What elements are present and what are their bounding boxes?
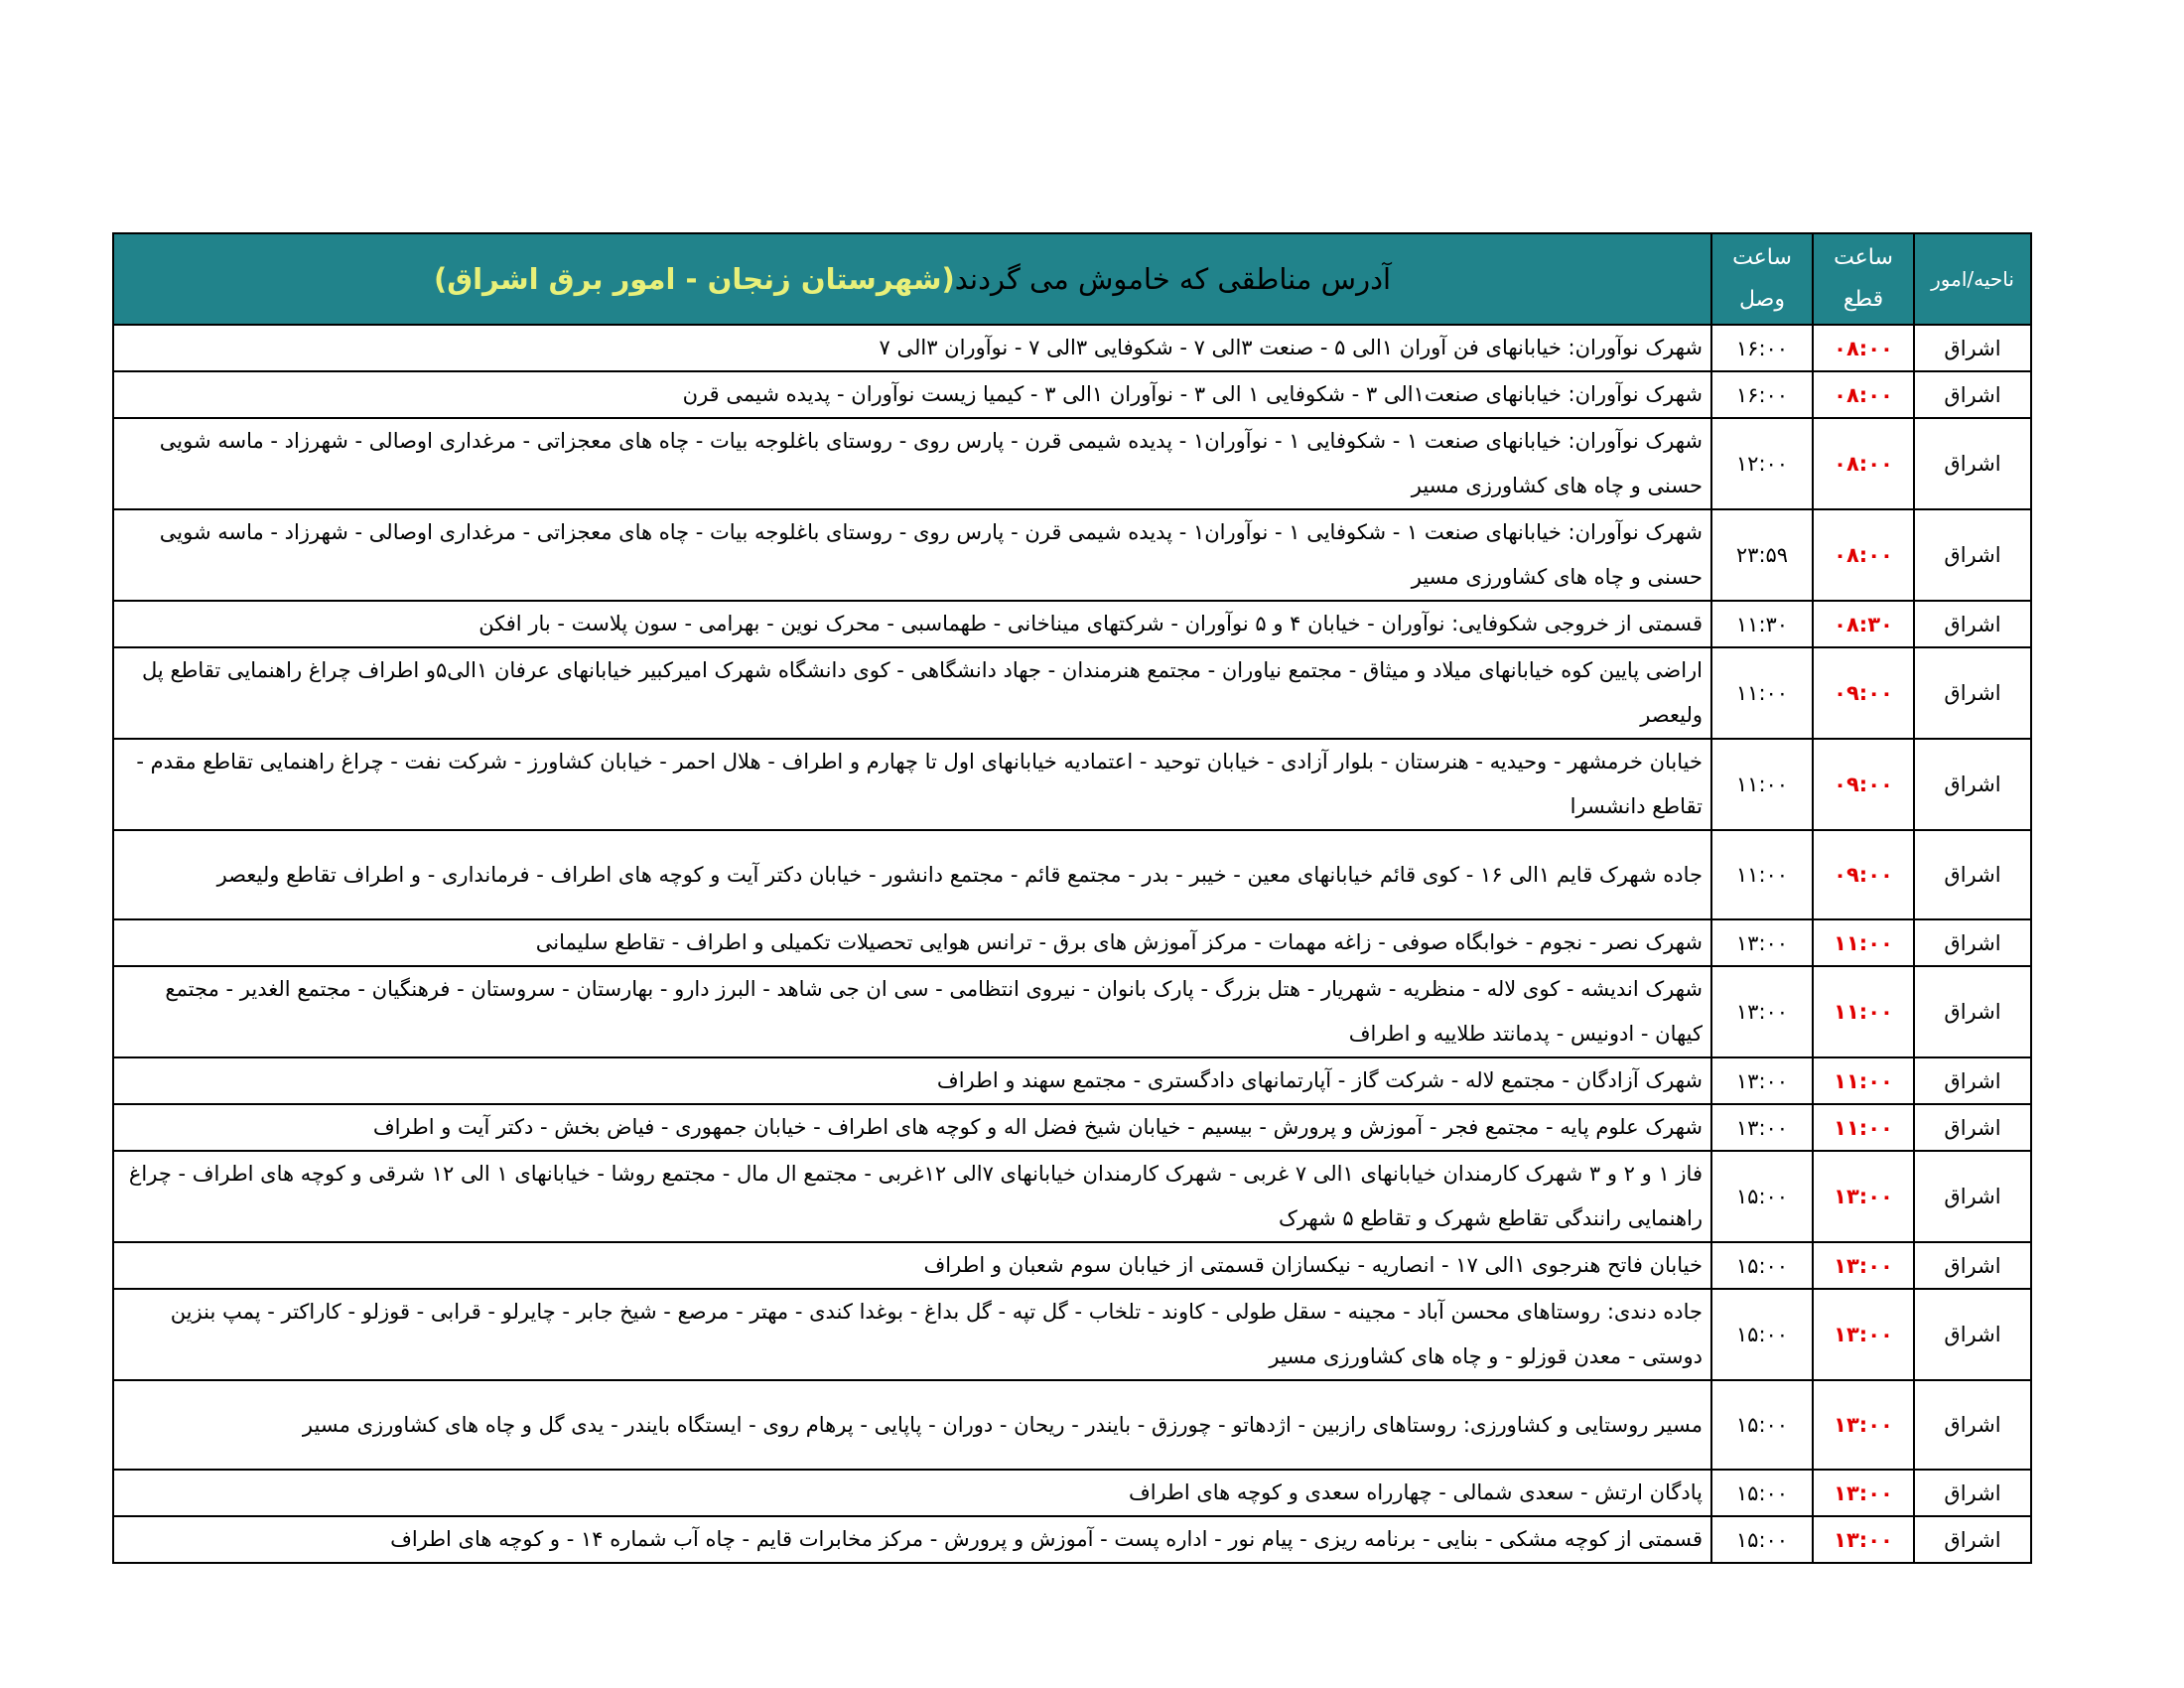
area-cell: اشراق xyxy=(1914,1516,2031,1563)
restore-time-cell: ۱۶:۰۰ xyxy=(1711,325,1813,371)
address-cell: شهرک علوم پایه - مجتمع فجر - آموزش و پرورش - بیسیم - خیابان شیخ فضل اله و کوچه های اطراف - خیابان جمهوری - فیاض بخش - دکتر آیت و اطراف xyxy=(113,1104,1711,1151)
table-row xyxy=(113,1470,2031,1516)
restore-time-cell: ۱۵:۰۰ xyxy=(1711,1470,1813,1516)
address-cell: شهرک نوآوران: خیابانهای فن آوران ۱الی ۵ - صنعت ۳الی ۷ - شکوفایی ۳الی ۷ - نوآوران ۳الی ۷ xyxy=(113,325,1711,371)
address-cell: جاده شهرک قایم ۱الی ۱۶ - کوی قائم خیابانهای معین - خیبر - بدر - مجتمع قائم - مجتمع دانشور - خیابان دکتر آیت و کوچه های اطراف - فرمانداری - و اطراف تقاطع ولیعصر xyxy=(113,830,1711,919)
area-cell: اشراق xyxy=(1914,509,2031,601)
address-cell: شهرک اندیشه - کوی لاله - منظریه - شهریار - هتل بزرگ - پارک بانوان - نیروی انتظامی - سی ان جی شاهد - البرز دارو - بهارستان - سروستان - فرهنگیان - مجتمع الغدیر - مجتمع کیهان - ادونیس - پدمانتد طلاییه و اطراف xyxy=(113,966,1711,1057)
address-cell: شهرک نصر - نجوم - خوابگاه صوفی - زاغه مهمات - مرکز آموزش های برق - ترانس هوایی تحصیلات تکمیلی و اطراف - تقاطع سلیمانی xyxy=(113,919,1711,966)
table-row xyxy=(113,647,2031,739)
restore-time-cell: ۱۳:۰۰ xyxy=(1711,1057,1813,1104)
title-highlight: (شهرستان زنجان - امور برق اشراق) xyxy=(433,262,955,296)
table-row xyxy=(113,1151,2031,1242)
area-cell: اشراق xyxy=(1914,418,2031,509)
header-on-line2: وصل xyxy=(1739,287,1785,312)
cut-time-cell: ۰۹:۰۰ xyxy=(1813,739,1914,830)
table-row xyxy=(113,509,2031,601)
cut-time-cell: ۰۸:۰۰ xyxy=(1813,509,1914,601)
restore-time-cell: ۲۳:۵۹ xyxy=(1711,509,1813,601)
header-on-line1: ساعت xyxy=(1732,245,1792,270)
header-cut-time xyxy=(1813,233,1914,325)
address-cell: جاده دندی: روستاهای محسن آباد - مجینه - سقل طولی - کاوند - تلخاب - گل تپه - گل بداغ - بوغدا کندی - مهتر - مرصع - شیخ جابر - چایرلو - قرابی - قوزلو - کاراکتر - پمپ بنزین دوستی - معدن قوزلو - و چاه های کشاورزی مسیر xyxy=(113,1289,1711,1380)
cut-time-cell: ۱۳:۰۰ xyxy=(1813,1289,1914,1380)
restore-time-cell: ۱۳:۰۰ xyxy=(1711,919,1813,966)
restore-time-cell: ۱۵:۰۰ xyxy=(1711,1516,1813,1563)
area-cell: اشراق xyxy=(1914,739,2031,830)
cut-time-cell: ۱۱:۰۰ xyxy=(1813,966,1914,1057)
header-cut-line1: ساعت xyxy=(1834,245,1893,270)
address-cell: قسمتی از خروجی شکوفایی: نوآوران - خیابان ۴ و ۵ نوآوران - شرکتهای میناخانی - طهماسبی - محرک نوین - بهرامی - سون پلاست - بار افکن xyxy=(113,601,1711,647)
restore-time-cell: ۱۵:۰۰ xyxy=(1711,1151,1813,1242)
table-row xyxy=(113,371,2031,418)
restore-time-cell: ۱۳:۰۰ xyxy=(1711,966,1813,1057)
title-prefix: آدرس مناطقی که خاموش می گردند xyxy=(954,262,1392,296)
area-cell: اشراق xyxy=(1914,1289,2031,1380)
address-cell: خیابان فاتح هنرجوی ۱الی ۱۷ - انصاریه - نیکسازان قسمتی از خیابان سوم شعبان و اطراف xyxy=(113,1242,1711,1289)
address-cell: پادگان ارتش - سعدی شمالی - چهارراه سعدی و کوچه های اطراف xyxy=(113,1470,1711,1516)
address-cell: مسیر روستایی و کشاورزی: روستاهای رازبین - اژدهاتو - چورزق - بایندر - ریحان - دوران - پاپایی - پرهام روی - ایستگاه بایندر - یدی گل و چاه های کشاورزی مسیر xyxy=(113,1380,1711,1470)
cut-time-cell: ۰۹:۰۰ xyxy=(1813,830,1914,919)
area-cell: اشراق xyxy=(1914,601,2031,647)
outage-table xyxy=(112,232,2032,1564)
table-row xyxy=(113,325,2031,371)
restore-time-cell: ۱۵:۰۰ xyxy=(1711,1242,1813,1289)
address-cell: شهرک نوآوران: خیابانهای صنعت ۱ - شکوفایی ۱ - نوآوران۱ - پدیده شیمی قرن - پارس روی - روستای باغلوجه بیات - چاه های معجزاتی - مرغداری اوصالی - شهرزاد - ماسه شویی حسنی و چاه های کشاورزی مسیر xyxy=(113,418,1711,509)
table-row xyxy=(113,830,2031,919)
table-row xyxy=(113,1104,2031,1151)
cut-time-cell: ۱۱:۰۰ xyxy=(1813,1104,1914,1151)
area-cell: اشراق xyxy=(1914,1104,2031,1151)
cut-time-cell: ۰۸:۰۰ xyxy=(1813,371,1914,418)
address-cell: فاز ۱ و ۲ و ۳ شهرک کارمندان خیابانهای ۱الی ۷ غربی - شهرک کارمندان خیابانهای ۷الی ۱۲غربی - مجتمع ال مال - مجتمع روشا - خیابانهای ۱ الی ۱۲ شرقی و کوچه های اطراف - چراغ راهنمایی رانندگی تقاطع شهرک و تقاطع ۵ شهرک xyxy=(113,1151,1711,1242)
restore-time-cell: ۱۱:۰۰ xyxy=(1711,830,1813,919)
restore-time-cell: ۱۵:۰۰ xyxy=(1711,1289,1813,1380)
address-cell: خیابان خرمشهر - وحیدیه - هنرستان - بلوار آزادی - خیابان توحید - اعتمادیه خیابانهای اول تا چهارم و اطراف - هلال احمر - خیابان کشاورز - شرکت نفت - چراغ راهنمایی تقاطع مقدم - تقاطع دانشسرا xyxy=(113,739,1711,830)
restore-time-cell: ۱۲:۰۰ xyxy=(1711,418,1813,509)
cut-time-cell: ۱۱:۰۰ xyxy=(1813,919,1914,966)
address-cell: شهرک نوآوران: خیابانهای صنعت ۱ - شکوفایی ۱ - نوآوران۱ - پدیده شیمی قرن - پارس روی - روستای باغلوجه بیات - چاه های معجزاتی - مرغداری اوصالی - شهرزاد - ماسه شویی حسنی و چاه های کشاورزی مسیر xyxy=(113,509,1711,601)
restore-time-cell: ۱۱:۰۰ xyxy=(1711,647,1813,739)
cut-time-cell: ۰۸:۰۰ xyxy=(1813,325,1914,371)
area-cell: اشراق xyxy=(1914,1151,2031,1242)
area-cell: اشراق xyxy=(1914,1380,2031,1470)
cut-time-cell: ۱۱:۰۰ xyxy=(1813,1057,1914,1104)
cut-time-cell: ۰۸:۰۰ xyxy=(1813,418,1914,509)
header-row xyxy=(113,233,2031,325)
table-row xyxy=(113,1242,2031,1289)
restore-time-cell: ۱۳:۰۰ xyxy=(1711,1104,1813,1151)
cut-time-cell: ۱۳:۰۰ xyxy=(1813,1242,1914,1289)
table-row xyxy=(113,919,2031,966)
cut-time-cell: ۱۳:۰۰ xyxy=(1813,1380,1914,1470)
area-cell: اشراق xyxy=(1914,966,2031,1057)
header-area: ناحیه/امور xyxy=(1914,233,2031,325)
table-row xyxy=(113,739,2031,830)
cut-time-cell: ۱۳:۰۰ xyxy=(1813,1470,1914,1516)
header-restore-time xyxy=(1711,233,1813,325)
area-cell: اشراق xyxy=(1914,830,2031,919)
area-cell: اشراق xyxy=(1914,325,2031,371)
address-cell: شهرک آزادگان - مجتمع لاله - شرکت گاز - آپارتمانهای دادگستری - مجتمع سهند و اطراف xyxy=(113,1057,1711,1104)
area-cell: اشراق xyxy=(1914,647,2031,739)
table-row xyxy=(113,966,2031,1057)
restore-time-cell: ۱۱:۳۰ xyxy=(1711,601,1813,647)
area-cell: اشراق xyxy=(1914,371,2031,418)
address-cell: شهرک نوآوران: خیابانهای صنعت۱الی ۳ - شکوفایی ۱ الی ۳ - نوآوران ۱الی ۳ - کیمیا زیست نوآوران - پدیده شیمی قرن xyxy=(113,371,1711,418)
table-row xyxy=(113,1380,2031,1470)
restore-time-cell: ۱۱:۰۰ xyxy=(1711,739,1813,830)
table-row xyxy=(113,1289,2031,1380)
table-row xyxy=(113,418,2031,509)
table-row xyxy=(113,1516,2031,1563)
area-cell: اشراق xyxy=(1914,1057,2031,1104)
address-cell: اراضی پایین کوه خیابانهای میلاد و میثاق - مجتمع نیاوران - مجتمع هنرمندان - جهاد دانشگاهی - کوی دانشگاه شهرک امیرکبیر خیابانهای عرفان ۱الی۵و اطراف چراغ راهنمایی تقاطع پل ولیعصر xyxy=(113,647,1711,739)
address-cell: قسمتی از کوچه مشکی - بنایی - برنامه ریزی - پیام نور - اداره پست - آموزش و پرورش - مرکز مخابرات قایم - چاه آب شماره ۱۴ - و کوچه های اطراف xyxy=(113,1516,1711,1563)
cut-time-cell: ۱۳:۰۰ xyxy=(1813,1151,1914,1242)
cut-time-cell: ۰۸:۳۰ xyxy=(1813,601,1914,647)
header-cut-line2: قطع xyxy=(1843,287,1884,312)
cut-time-cell: ۱۳:۰۰ xyxy=(1813,1516,1914,1563)
area-cell: اشراق xyxy=(1914,1470,2031,1516)
cut-time-cell: ۰۹:۰۰ xyxy=(1813,647,1914,739)
restore-time-cell: ۱۶:۰۰ xyxy=(1711,371,1813,418)
table-row xyxy=(113,1057,2031,1104)
area-cell: اشراق xyxy=(1914,1242,2031,1289)
header-title xyxy=(113,233,1711,325)
table-row xyxy=(113,601,2031,647)
area-cell: اشراق xyxy=(1914,919,2031,966)
restore-time-cell: ۱۵:۰۰ xyxy=(1711,1380,1813,1470)
